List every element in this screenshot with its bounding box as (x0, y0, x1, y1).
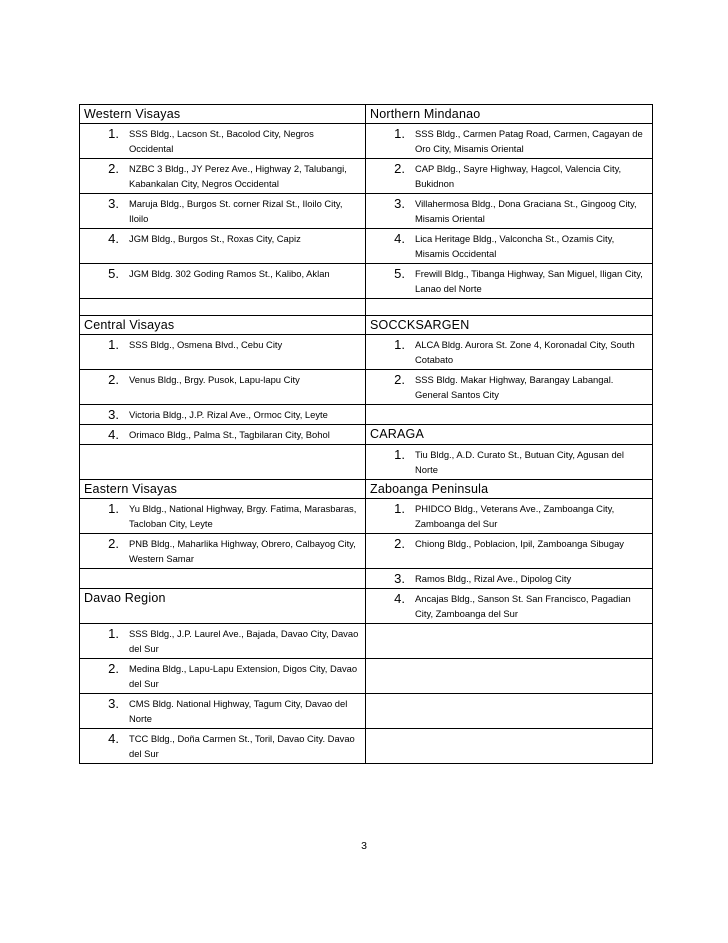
office-cell (80, 694, 366, 729)
table-row (80, 299, 653, 316)
item-number: 5. (108, 266, 119, 281)
region-heading-northern-mindanao: Northern Mindanao (366, 105, 653, 124)
item-number: 1. (394, 447, 405, 462)
office-address: Ramos Bldg., Rizal Ave., Dipolog City (415, 573, 572, 584)
table-row (80, 534, 653, 569)
item-number: 2. (108, 536, 119, 551)
office-cell (80, 405, 366, 425)
table-row (80, 659, 653, 694)
table-row (80, 694, 653, 729)
region-heading-soccsargen: SOCCKSARGEN (366, 316, 653, 335)
table-row (80, 480, 653, 499)
office-address: Orimaco Bldg., Palma St., Tagbilaran City, Bohol (129, 429, 330, 440)
table-row (80, 335, 653, 370)
office-cell (80, 499, 366, 534)
item-number: 1. (108, 126, 119, 141)
region-heading-davao: Davao Region (80, 589, 366, 624)
item-number: 4. (394, 591, 405, 606)
item-number: 1. (108, 626, 119, 641)
office-cell (366, 569, 653, 589)
office-address: Chiong Bldg., Poblacion, Ipil, Zamboanga Sibugay (415, 538, 624, 549)
table-row (80, 569, 653, 589)
region-heading-eastern-visayas: Eastern Visayas (80, 480, 366, 499)
item-number: 2. (108, 372, 119, 387)
office-cell (80, 659, 366, 694)
office-address: Villahermosa Bldg., Dona Graciana St., Gingoog City, Misamis Oriental (415, 198, 637, 224)
item-number: 4. (394, 231, 405, 246)
office-cell (366, 194, 653, 229)
table-row (80, 445, 653, 480)
table-row (80, 124, 653, 159)
office-cell (366, 229, 653, 264)
table-row (80, 370, 653, 405)
office-cell (80, 159, 366, 194)
office-cell (366, 264, 653, 299)
office-address: JGM Bldg., Burgos St., Roxas City, Capiz (129, 233, 301, 244)
region-heading-zamboanga: Zaboanga Peninsula (366, 480, 653, 499)
office-address: SSS Bldg., Carmen Patag Road, Carmen, Cagayan de Oro City, Misamis Oriental (415, 128, 643, 154)
office-cell (80, 229, 366, 264)
table-row (80, 589, 653, 624)
office-cell (366, 124, 653, 159)
region-heading-central-visayas: Central Visayas (80, 316, 366, 335)
office-address: Medina Bldg., Lapu-Lapu Extension, Digos City, Davao del Sur (129, 663, 358, 689)
table-row (80, 499, 653, 534)
office-cell (366, 534, 653, 569)
table-row (80, 229, 653, 264)
item-number: 3. (108, 696, 119, 711)
office-cell (366, 335, 653, 370)
office-address: PHIDCO Bldg., Veterans Ave., Zamboanga City, Zamboanga del Sur (415, 503, 615, 529)
office-cell (80, 425, 366, 445)
item-number: 2. (108, 661, 119, 676)
office-address: NZBC 3 Bldg., JY Perez Ave., Highway 2, Talubangi, Kabankalan City, Negros Occidental (129, 163, 347, 189)
office-address: SSS Bldg., Osmena Blvd., Cebu City (129, 339, 283, 350)
table-row (80, 264, 653, 299)
office-cell (80, 624, 366, 659)
item-number: 3. (108, 407, 119, 422)
empty-cell (80, 299, 366, 316)
office-cell (80, 194, 366, 229)
office-cell (366, 589, 653, 624)
empty-cell (366, 729, 653, 764)
office-cell (366, 159, 653, 194)
item-number: 2. (394, 372, 405, 387)
empty-cell (366, 299, 653, 316)
empty-cell (80, 445, 366, 480)
office-address: PNB Bldg., Maharlika Highway, Obrero, Calbayog City, Western Samar (129, 538, 356, 564)
office-address: Lica Heritage Bldg., Valconcha St., Ozamis City, Misamis Occidental (415, 233, 615, 259)
office-address: JGM Bldg. 302 Goding Ramos St., Kalibo, Aklan (129, 268, 330, 279)
office-address: SSS Bldg., Lacson St., Bacolod City, Negros Occidental (129, 128, 314, 154)
item-number: 3. (394, 196, 405, 211)
item-number: 4. (108, 231, 119, 246)
table-row (80, 105, 653, 124)
item-number: 4. (108, 427, 119, 442)
office-address: Victoria Bldg., J.P. Rizal Ave., Ormoc City, Leyte (129, 409, 328, 420)
table-row (80, 624, 653, 659)
office-address: CAP Bldg., Sayre Highway, Hagcol, Valencia City, Bukidnon (415, 163, 622, 189)
empty-cell (366, 694, 653, 729)
empty-cell (366, 405, 653, 425)
region-heading-caraga: CARAGA (366, 425, 653, 445)
regional-offices-table (79, 104, 653, 764)
region-heading-western-visayas: Western Visayas (80, 105, 366, 124)
office-address: Tiu Bldg., A.D. Curato St., Butuan City, Agusan del Norte (415, 449, 624, 475)
item-number: 2. (394, 536, 405, 551)
table-row (80, 729, 653, 764)
office-cell (80, 370, 366, 405)
office-cell (366, 370, 653, 405)
item-number: 1. (108, 501, 119, 516)
page-number: 3 (361, 840, 367, 852)
office-cell (80, 335, 366, 370)
office-address: Ancajas Bldg., Sanson St. San Francisco, Pagadian City, Zamboanga del Sur (415, 593, 631, 619)
item-number: 1. (108, 337, 119, 352)
office-cell (366, 499, 653, 534)
office-address: SSS Bldg., J.P. Laurel Ave., Bajada, Davao City, Davao del Sur (129, 628, 359, 654)
office-address: Yu Bldg., National Highway, Brgy. Fatima, Marasbaras, Tacloban City, Leyte (129, 503, 357, 529)
empty-cell (80, 569, 366, 589)
item-number: 2. (394, 161, 405, 176)
office-address: CMS Bldg. National Highway, Tagum City, Davao del Norte (129, 698, 348, 724)
table-row (80, 316, 653, 335)
office-address: TCC Bldg., Doña Carmen St., Toril, Davao City. Davao del Sur (129, 733, 355, 759)
item-number: 3. (108, 196, 119, 211)
office-cell (366, 445, 653, 480)
item-number: 1. (394, 337, 405, 352)
office-address: SSS Bldg. Makar Highway, Barangay Labangal. General Santos City (415, 374, 614, 400)
office-address: ALCA Bldg. Aurora St. Zone 4, Koronadal City, South Cotabato (415, 339, 635, 365)
table-row (80, 425, 653, 445)
item-number: 4. (108, 731, 119, 746)
office-address: Maruja Bldg., Burgos St. corner Rizal St., Iloilo City, Iloilo (129, 198, 343, 224)
office-cell (80, 264, 366, 299)
office-cell (80, 124, 366, 159)
item-number: 3. (394, 571, 405, 586)
office-cell (80, 534, 366, 569)
office-address: Venus Bldg., Brgy. Pusok, Lapu-lapu City (129, 374, 300, 385)
item-number: 1. (394, 126, 405, 141)
table-row (80, 159, 653, 194)
office-cell (80, 729, 366, 764)
office-address: Frewill Bldg., Tibanga Highway, San Miguel, Iligan City, Lanao del Norte (415, 268, 643, 294)
table-row (80, 405, 653, 425)
table-row (80, 194, 653, 229)
empty-cell (366, 624, 653, 659)
item-number: 2. (108, 161, 119, 176)
empty-cell (366, 659, 653, 694)
item-number: 1. (394, 501, 405, 516)
item-number: 5. (394, 266, 405, 281)
